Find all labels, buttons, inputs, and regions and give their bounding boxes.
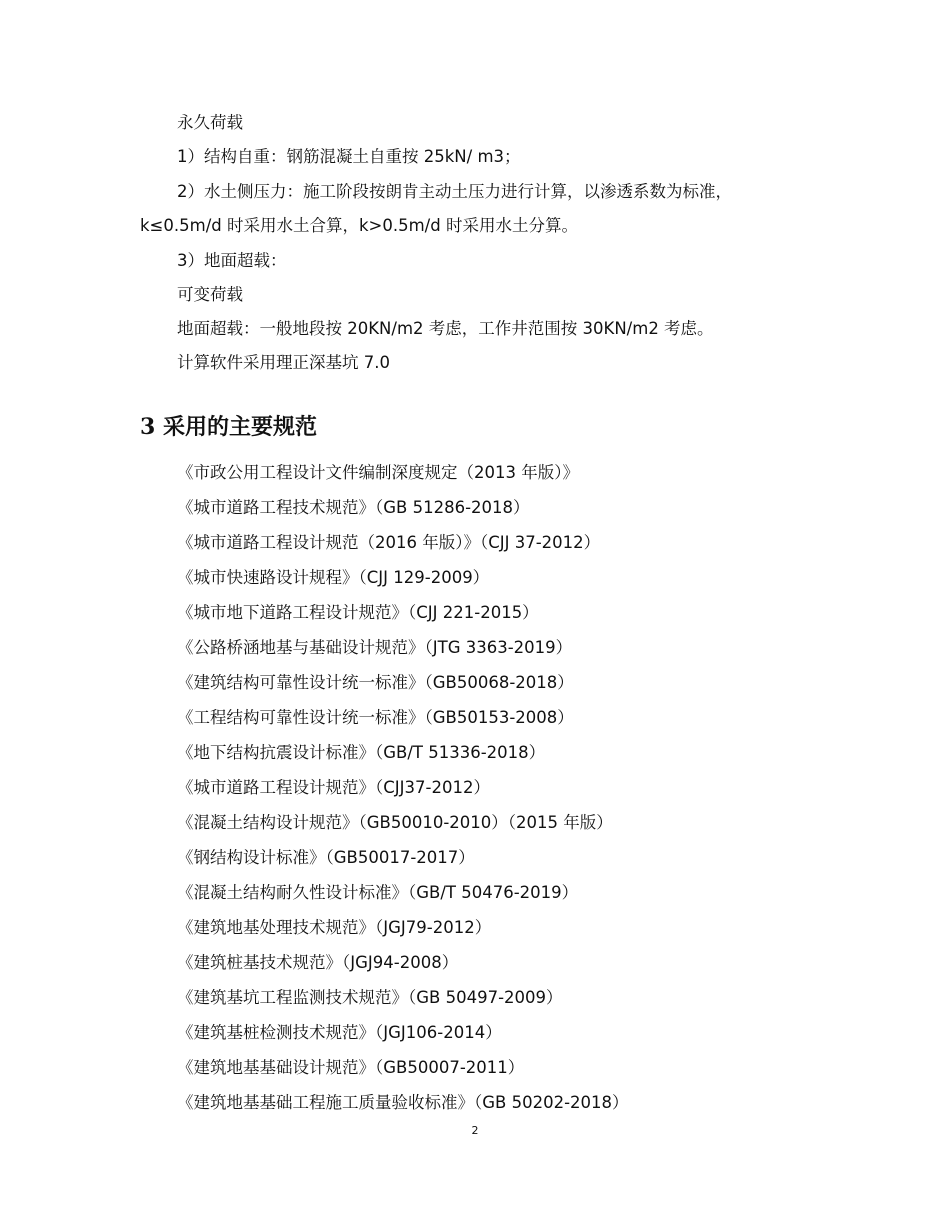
earth-pressure-item-line1: 2）水土侧压力：施工阶段按朗肯主动土压力进行计算，以渗透系数为标准， <box>177 182 732 201</box>
earth-pressure-item-line2: k≤0.5m/d 时采用水土合算，k>0.5m/d 时采用水土分算。 <box>140 216 578 235</box>
reference-list <box>177 462 629 1127</box>
surcharge-description: 地面超载：一般地段按 20KN/m2 考虑，工作井范围按 30KN/m2 考虑。 <box>177 319 714 338</box>
reference-item: 《钢结构设计标准》（GB50017-2017） <box>177 848 475 867</box>
reference-item: 《地下结构抗震设计标准》（GB/T 51336-2018） <box>177 743 546 762</box>
variable-load-title: 可变荷载 <box>177 285 243 304</box>
software-note: 计算软件采用理正深基坑 7.0 <box>177 353 390 372</box>
reference-item: 《建筑基桩检测技术规范》（JGJ106-2014） <box>177 1023 502 1042</box>
reference-item: 《工程结构可靠性设计统一标准》（GB50153-2008） <box>177 708 574 727</box>
reference-item: 《城市道路工程技术规范》（GB 51286-2018） <box>177 498 530 517</box>
reference-item: 《市政公用工程设计文件编制深度规定（2013 年版）》 <box>177 463 579 482</box>
reference-item: 《建筑地基基础工程施工质量验收标准》（GB 50202-2018） <box>177 1093 629 1112</box>
permanent-load-title: 永久荷载 <box>177 113 243 132</box>
page-number: 2 <box>471 1124 479 1137</box>
reference-item: 《城市道路工程设计规范》（CJJ37-2012） <box>177 778 490 797</box>
section-heading: 3 采用的主要规范 <box>140 414 317 440</box>
self-weight-item: 1）结构自重：钢筋混凝土自重按 25kN/ m3； <box>177 147 521 166</box>
reference-item: 《建筑地基处理技术规范》（JGJ79-2012） <box>177 918 492 937</box>
reference-item: 《公路桥涵地基与基础设计规范》（JTG 3363-2019） <box>177 638 573 657</box>
reference-item: 《建筑基坑工程监测技术规范》（GB 50497-2009） <box>177 988 563 1007</box>
reference-item: 《建筑结构可靠性设计统一标准》（GB50068-2018） <box>177 673 574 692</box>
reference-item: 《城市地下道路工程设计规范》（CJJ 221-2015） <box>177 603 539 622</box>
reference-item: 《城市道路工程设计规范（2016 年版）》（CJJ 37-2012） <box>177 533 601 552</box>
surcharge-item: 3）地面超载： <box>177 251 287 270</box>
reference-item: 《建筑桩基技术规范》（JGJ94-2008） <box>177 953 459 972</box>
reference-item: 《建筑地基基础设计规范》（GB50007-2011） <box>177 1058 525 1077</box>
reference-item: 《城市快速路设计规程》（CJJ 129-2009） <box>177 568 490 587</box>
reference-item: 《混凝土结构耐久性设计标准》（GB/T 50476-2019） <box>177 883 579 902</box>
reference-item: 《混凝土结构设计规范》（GB50010-2010）（2015 年版） <box>177 813 613 832</box>
